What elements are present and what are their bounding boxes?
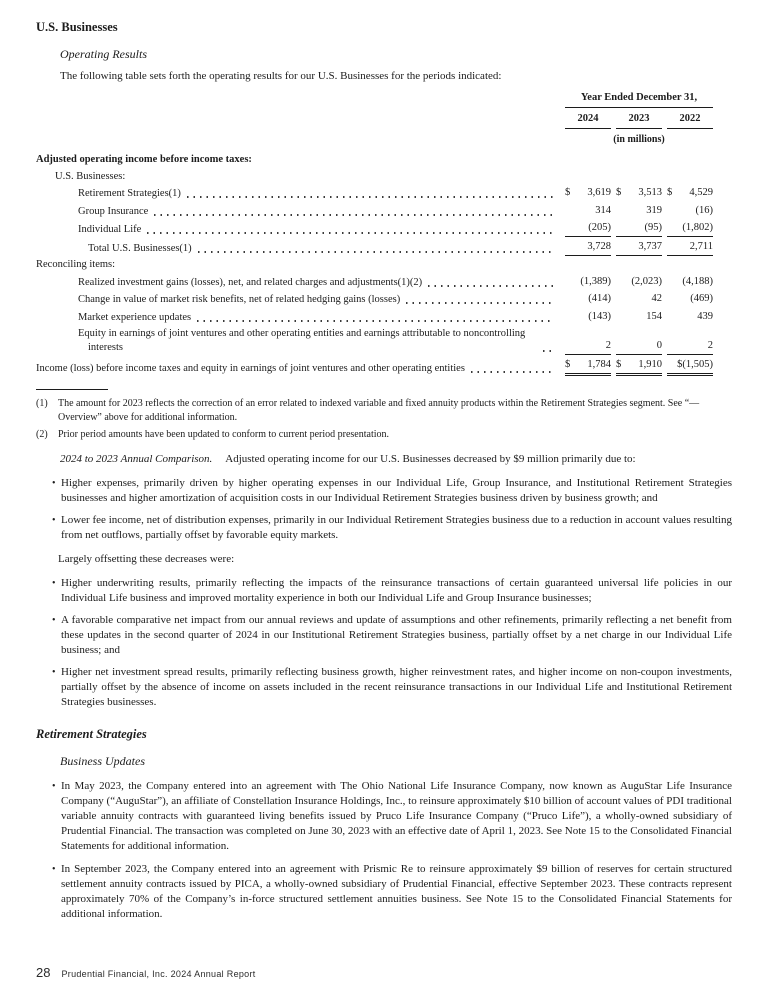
cell-number: 3,513 <box>638 187 662 198</box>
bullet-marker: • <box>52 615 56 626</box>
footer-text: Prudential Financial, Inc. 2024 Annual Report <box>61 969 256 979</box>
row-label <box>36 311 560 325</box>
footnote-marker: (1) <box>36 397 48 409</box>
row-label-text: Market experience updates <box>78 311 192 323</box>
bullet-item <box>36 779 732 854</box>
row-label <box>36 153 560 167</box>
row-label-text: Group Insurance <box>78 205 149 217</box>
decrease-bullet-list <box>36 476 732 543</box>
dot-leader <box>197 320 553 322</box>
cell-value: (414) <box>588 293 611 304</box>
row-label-text: Retirement Strategies(1) <box>78 188 181 199</box>
footnote-divider <box>36 389 108 390</box>
section-heading: U.S. Businesses <box>36 20 118 34</box>
row-label <box>36 187 560 201</box>
cell-value <box>565 271 611 272</box>
bullet-item <box>36 613 732 658</box>
cell-value <box>565 166 611 167</box>
units-label: (in millions) <box>613 134 665 145</box>
bullet-marker: • <box>52 864 56 875</box>
table-row <box>36 240 713 256</box>
cell-value <box>565 183 611 184</box>
cell-value: 314 <box>595 204 611 216</box>
cell-number: 1,910 <box>638 358 662 370</box>
bullet-marker: • <box>52 578 56 589</box>
subsection-heading: Operating Results <box>60 47 147 61</box>
row-label <box>36 170 560 184</box>
cell-value: (4,188) <box>682 275 713 287</box>
cell-value: 2 <box>565 339 611 355</box>
annual-comparison-label: 2024 to 2023 Annual Comparison. <box>60 453 213 465</box>
bullet-marker: • <box>52 515 56 526</box>
bullet-text: In September 2023, the Company entered into an agreement with Prismic Re to reinsure approximately $9 billion of reserves for certain structured settlement annuity contracts issued by PICA, a wholly-owned subsidiary of Prudential Financial, effective September 2023. These contracts represent approximately 70% of the Company’s in-force structured settlement annuities business. See Note 15 to the Consolidated Financial Statements for additional information. <box>61 863 732 920</box>
row-label-text: Change in value of market risk benefits, net of related hedging gains (losses) <box>78 294 401 305</box>
currency-sign: $ <box>616 358 622 370</box>
dot-leader <box>187 196 553 198</box>
cell-value: (95) <box>616 221 662 237</box>
row-label-text: Income (loss) before income taxes and equity in earnings of joint ventures and other operating entities <box>36 362 465 374</box>
annual-comparison-text: Adjusted operating income for our U.S. Businesses decreased by $9 million primarily due to: <box>225 453 636 465</box>
cell-value: 3,728 <box>565 240 611 256</box>
bullet-item <box>36 513 732 543</box>
cell-value: 2 <box>667 339 713 355</box>
bullet-item <box>36 476 732 506</box>
cell-value <box>667 186 713 201</box>
row-label <box>36 293 560 307</box>
table-row <box>36 327 713 355</box>
row-label <box>36 258 560 272</box>
footnotes <box>36 397 732 443</box>
dot-leader <box>428 285 553 287</box>
page-number: 28 <box>36 965 51 980</box>
footnote-text: The amount for 2023 reflects the correction of an error related to indexed variable and fixed annuity products within the Retirement Strategies segment. See “—Overview” above for additional information. <box>58 397 700 423</box>
year-columns <box>565 111 713 129</box>
row-label-text: Reconciling items: <box>36 259 116 270</box>
table-row <box>36 310 713 325</box>
cell-value <box>616 271 662 272</box>
cell-value <box>616 166 662 167</box>
cell-value: 2,711 <box>667 240 713 256</box>
table-row <box>36 153 713 167</box>
year-column-2022: 2022 <box>667 111 713 129</box>
bullet-marker: • <box>52 667 56 678</box>
dot-leader <box>543 350 553 352</box>
year-column-2023: 2023 <box>616 111 662 129</box>
cell-number: 4,529 <box>689 187 713 198</box>
bullet-text: Higher expenses, primarily driven by higher operating expenses in our Individual Life, Group Insurance, and Institutional Retirement Strategies businesses and higher amortization of acquisition costs in our Individual Retirement Strategies business driven by business growth; and <box>61 477 732 504</box>
table-row <box>36 170 713 184</box>
cell-value: (2,023) <box>631 275 662 287</box>
footnote <box>36 428 732 443</box>
currency-sign: $ <box>667 187 673 198</box>
cell-value: 439 <box>697 310 713 322</box>
table-row <box>36 258 713 272</box>
table-header <box>36 90 713 147</box>
offsetting-intro: Largely offsetting these decreases were: <box>58 553 235 565</box>
bullet-item <box>36 862 732 922</box>
cell-value <box>616 186 662 201</box>
table-row <box>36 292 713 307</box>
cell-value: (1,802) <box>667 221 713 237</box>
cell-value: 0 <box>616 339 662 355</box>
operating-results-table <box>36 90 732 376</box>
row-label <box>36 362 560 376</box>
row-label-text: Total U.S. Businesses(1) <box>88 242 192 254</box>
bullet-text: Higher underwriting results, primarily reflecting the impacts of the reinsurance transactions of certain guaranteed universal life policies in our Individual Life business and improved mortality experience in both our Individual Life and Group Insurance businesses; <box>61 577 732 604</box>
bullet-marker: • <box>52 478 56 489</box>
year-column-2024: 2024 <box>565 111 611 129</box>
table-row <box>36 221 713 237</box>
currency-sign: $ <box>565 358 571 370</box>
cell-value: (1,389) <box>580 275 611 287</box>
cell-value: (16) <box>695 204 713 216</box>
cell-value <box>667 166 713 167</box>
row-label <box>36 223 560 237</box>
table-row <box>36 358 713 376</box>
dot-leader <box>198 251 553 253</box>
cell-value <box>565 186 611 201</box>
table-header-spacer <box>36 90 565 147</box>
currency-sign: $ <box>565 187 571 198</box>
row-label-text: U.S. Businesses: <box>55 170 126 182</box>
intro-paragraph: The following table sets forth the operating results for our U.S. Businesses for the periods indicated: <box>60 70 502 82</box>
row-label <box>36 205 560 219</box>
bullet-text: A favorable comparative net impact from our annual reviews and update of assumptions and other refinements, primarily reflecting a net benefit from these updates in the second quarter of 2024 in our Institutional Retirement Strategies business, partially offset by a net charge in our Individual Life business; and <box>61 614 732 656</box>
bullet-item <box>36 576 732 606</box>
cell-number: 3,619 <box>587 187 611 198</box>
row-label <box>36 327 560 355</box>
bullet-marker: • <box>52 781 56 792</box>
table-header-columns <box>565 90 713 147</box>
footnote-marker: (2) <box>36 428 48 440</box>
cell-value: 319 <box>646 204 662 216</box>
dot-leader <box>406 302 553 304</box>
bullet-item <box>36 665 732 710</box>
cell-number: 1,784 <box>587 358 611 370</box>
table-row <box>36 204 713 219</box>
row-label-text: Realized investment gains (losses), net, and related charges and adjustments(1)(2) <box>78 276 423 288</box>
cell-value <box>616 183 662 184</box>
row-label <box>36 276 560 290</box>
bullet-text: Higher net investment spread results, primarily reflecting business growth, higher reinvestment rates, and higher income on non-coupon investments, partially offset by the absence of income on assets included in the recent reinsurance transactions in our Individual Life and Institutional Retirement Strategies businesses. <box>61 666 732 708</box>
cell-value: $(1,505) <box>667 358 713 376</box>
business-updates-heading: Business Updates <box>60 754 145 768</box>
cell-value <box>565 358 611 376</box>
dot-leader <box>471 371 553 373</box>
dot-leader <box>154 214 553 216</box>
currency-sign: $ <box>616 187 622 198</box>
row-label-text: Equity in earnings of joint ventures and other operating entities and earnings attributable to noncontrolling interests <box>78 328 526 353</box>
cell-value: (205) <box>565 221 611 237</box>
cell-value <box>667 271 713 272</box>
business-updates-bullet-list <box>36 779 732 922</box>
table-body <box>36 153 713 376</box>
bullet-text: In May 2023, the Company entered into an agreement with The Ohio National Life Insurance Company, now known as AuguStar Life Insurance Company (“AuguStar”), an affiliate of Constellation Insurance Holdings, Inc., to reinsure approximately $10 billion of account values of PDI traditional variable annuity contracts with guaranteed living benefits issued by Pruco Life Insurance Company (“Pruco Life”), a wholly-owned subsidiary of Prudential Financial. The transaction was completed on June 30, 2023 with an effective date of April 1, 2023. See Note 15 to the Consolidated Financial Statements for additional information. <box>61 780 732 852</box>
offsetting-bullet-list <box>36 576 732 710</box>
annual-comparison-paragraph <box>36 452 732 467</box>
bullet-text: Lower fee income, net of distribution expenses, primarily in our Individual Retirement Strategies business due to a reduction in account values resulting from net outflows, partially offset by favorable equity markets. <box>61 514 732 541</box>
dot-leader <box>147 232 553 234</box>
row-label-text: Individual Life <box>78 224 142 235</box>
row-label <box>36 242 560 256</box>
footnote-text: Prior period amounts have been updated to conform to current period presentation. <box>58 428 390 440</box>
cell-value: 42 <box>651 293 662 304</box>
row-label-text: Adjusted operating income before income taxes: <box>36 154 252 165</box>
cell-value <box>616 358 662 376</box>
cell-value <box>667 183 713 184</box>
table-row <box>36 186 713 201</box>
year-ended-label: Year Ended December 31, <box>565 90 713 108</box>
page-footer <box>36 965 256 982</box>
cell-value: 154 <box>646 310 662 322</box>
cell-value: (469) <box>690 293 713 304</box>
cell-value: 3,737 <box>616 240 662 256</box>
footnote <box>36 397 732 426</box>
table-row <box>36 275 713 290</box>
cell-value: (143) <box>588 310 611 322</box>
retirement-strategies-heading: Retirement Strategies <box>36 727 147 741</box>
